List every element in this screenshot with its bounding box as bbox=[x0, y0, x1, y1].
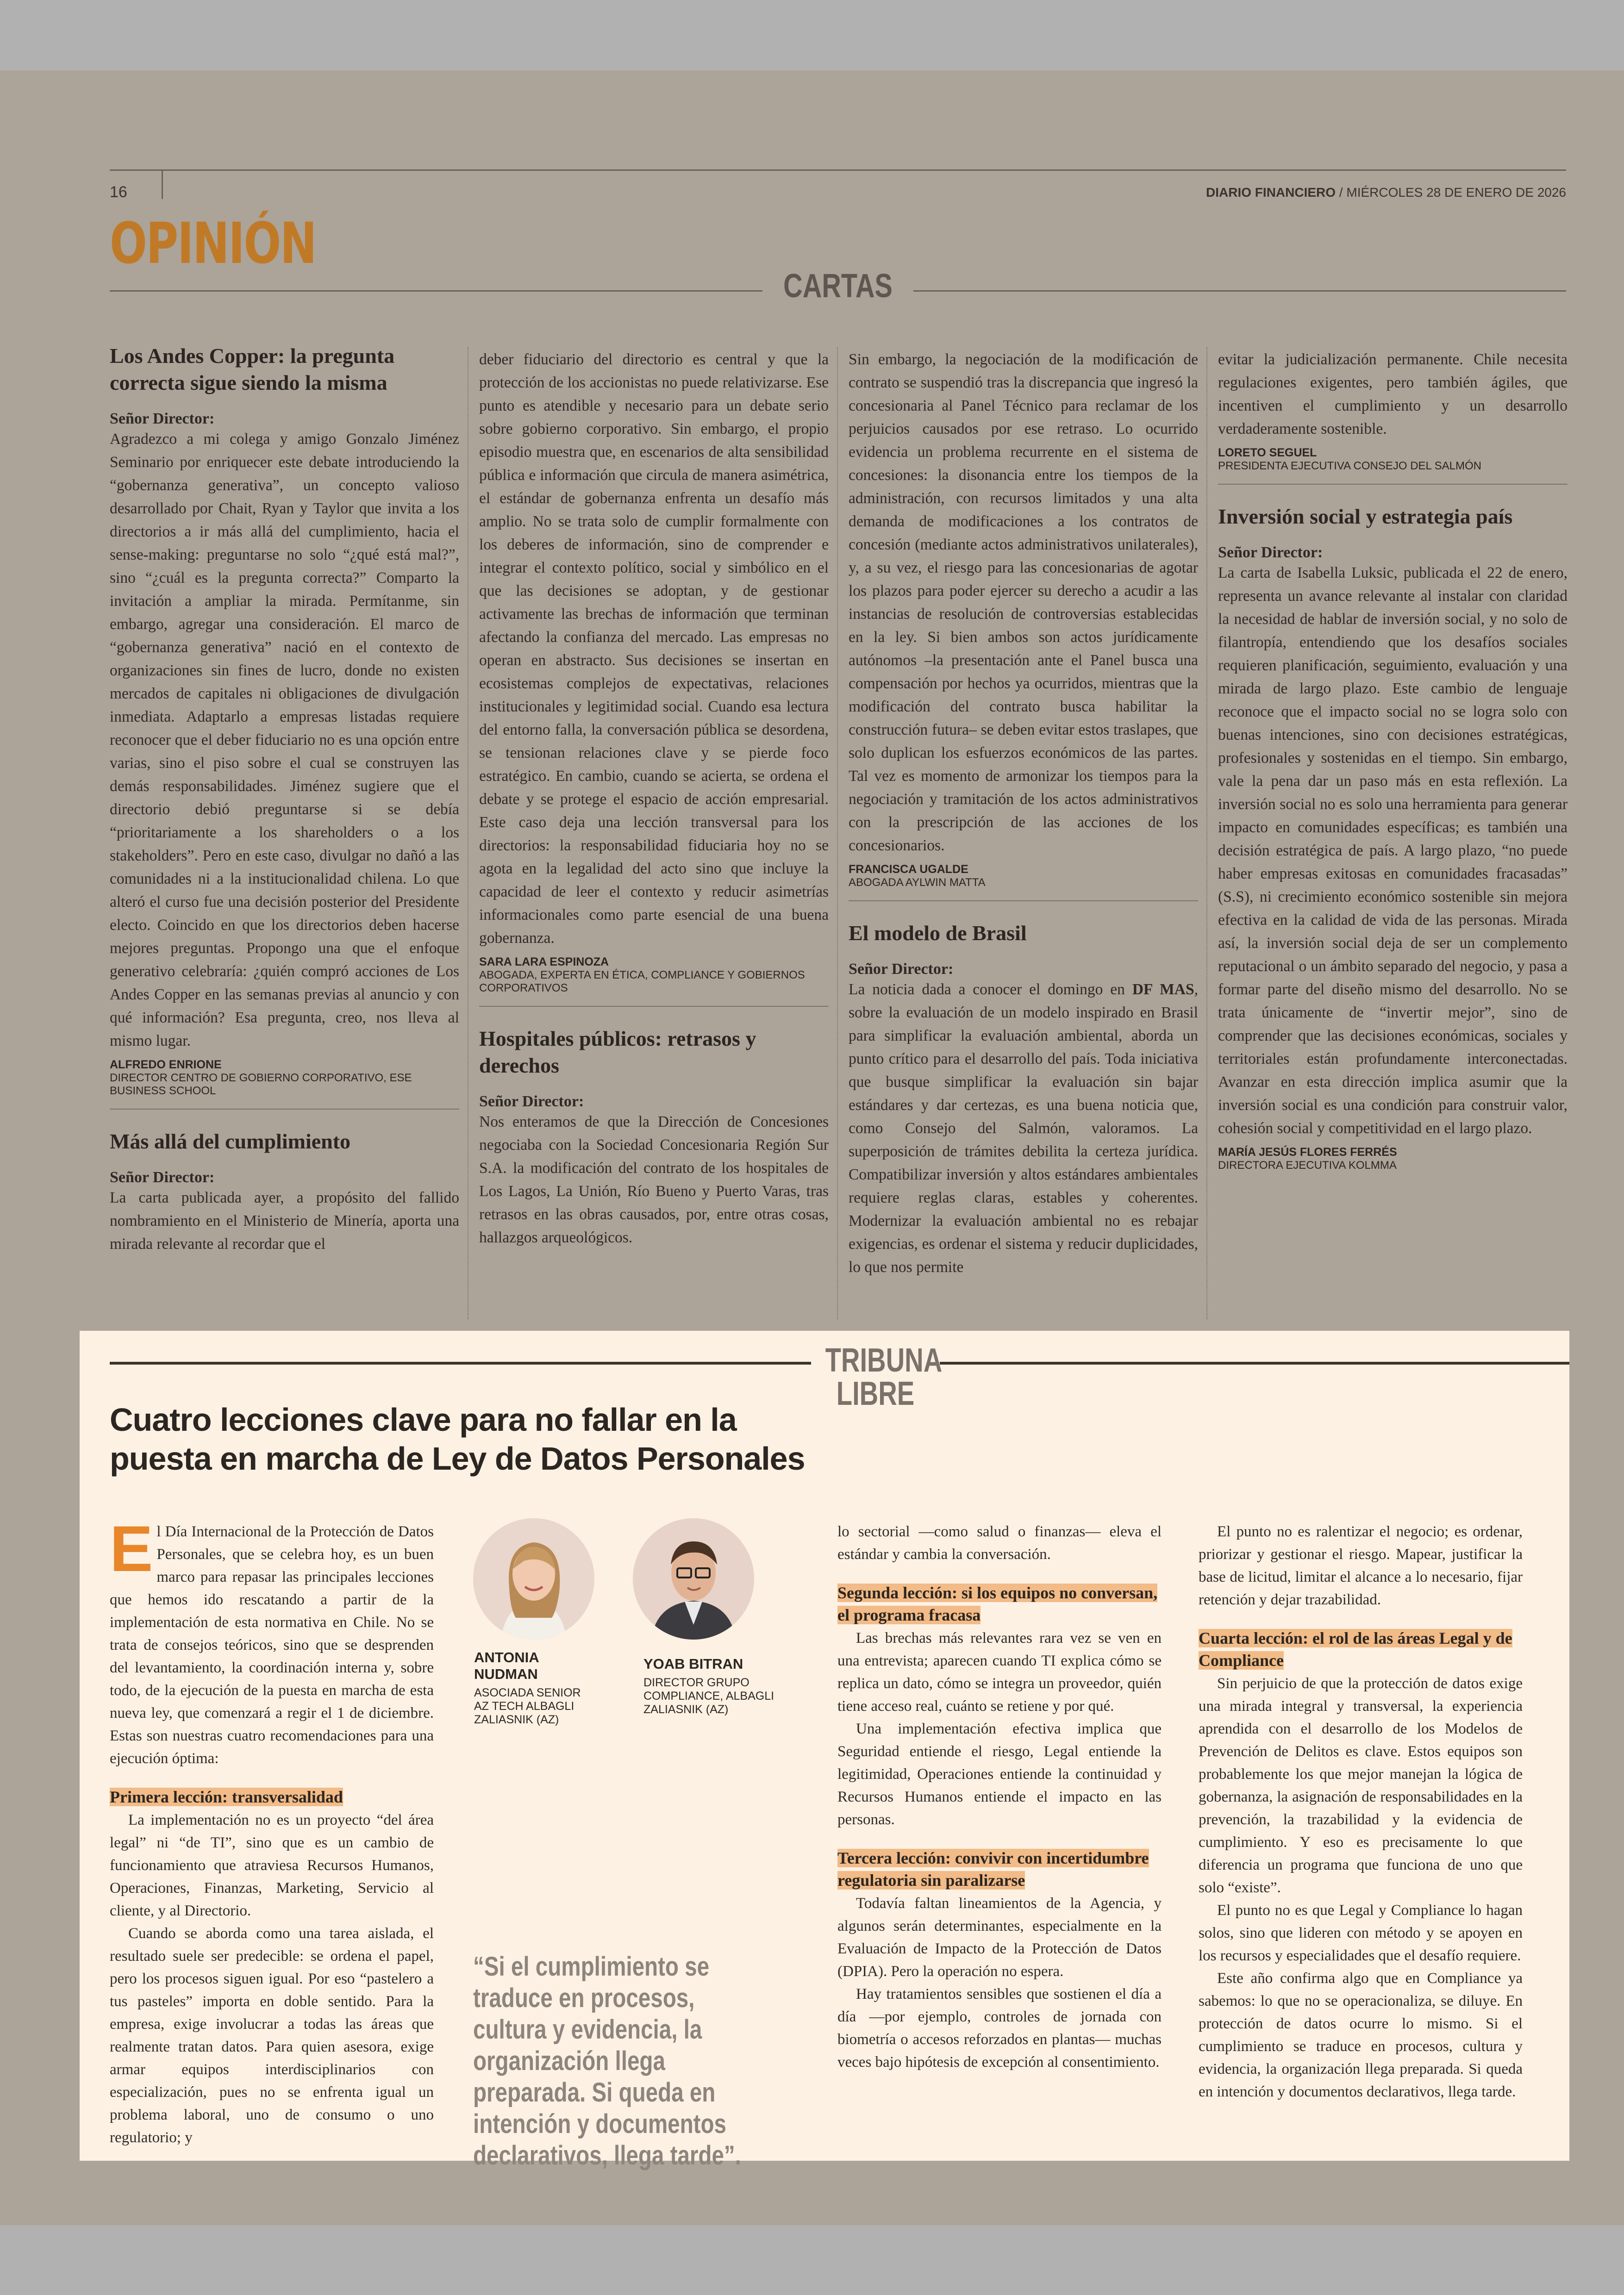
letter-salutation: Señor Director: bbox=[849, 960, 954, 978]
letters-column-3 bbox=[849, 348, 1198, 1279]
letters-column-1 bbox=[110, 343, 459, 1256]
letter-author: FRANCISCA UGALDE bbox=[849, 863, 968, 876]
lesson-heading-text: Primera lección: transversalidad bbox=[110, 1788, 343, 1806]
lesson-heading bbox=[1199, 1627, 1523, 1671]
article-paragraph: Cuando se aborda como una tarea aislada, el resultado suele ser predecible: se ordena el papel, pero los procesos siguen igual. Por eso “pastelero a tus pasteles” importa en doble sentido. Para la empresa, exige involucrar a todas las áreas que realmente tratan datos. Para quien asesora, exige armar equipos interdisciplinarios con especialización, pues no se enfrenta igual un problema laboral, uno de consumo o uno regulatorio; y bbox=[110, 1925, 434, 2146]
letter-body: Nos enteramos de que la Dirección de Concesiones negociaba con la Sociedad Concesionaria Región Sur S.A. la modificación del contrato de los hospitales de Los Lagos, La Unión, Río Bueno y Puerto Varas, tras retrasos en las obras causados, por, entre otras cosas, hallazgos arqueológicos. bbox=[479, 1113, 829, 1246]
letter-divider bbox=[1218, 484, 1568, 485]
author-name bbox=[474, 1649, 539, 1683]
letter-salutation: Señor Director: bbox=[110, 1169, 215, 1186]
article-paragraph: El punto no es que Legal y Compliance lo hagan solos, sino que lideren con método y se apoyen en los recursos y especialidades que el desafío requiere. bbox=[1199, 1902, 1523, 1964]
letter-author-role: ABOGADA, EXPERTA EN ÉTICA, COMPLIANCE Y GOBIERNOS CORPORATIVOS bbox=[479, 969, 805, 994]
author-role-line: ZALIASNIK (AZ) bbox=[643, 1703, 729, 1716]
column-divider bbox=[468, 347, 469, 1319]
letter-title: Más allá del cumplimiento bbox=[110, 1129, 351, 1153]
article-paragraph: Hay tratamientos sensibles que sostienen el día a día —por ejemplo, controles de jornada con biometría o accesos reforzados en plantas— muchas veces bajo hipótesis de excepción al consentimiento. bbox=[837, 1986, 1162, 2070]
letter-author: SARA LARA ESPINOZA bbox=[479, 955, 609, 968]
letter-body-part: , sobre la evaluación de un modelo inspirado en Brasil para simplificar la evaluación ambiental, aborda un punto crítico para el desarrollo del país. Toda iniciativa que busque simplificar la evaluación sin bajar estándares y dar certezas, es una buena noticia que, como Consejo del Salmón, valoramos. La superposición de trámites debilita la certeza jurídica. Compatibilizar inversión y altos estándares ambientales requiere reglas claras, estables y coherentes. Modernizar la evaluación ambiental no es rebajar exigencias, es ordenar el sistema y reducir duplicidades, lo que nos permite bbox=[849, 981, 1198, 1276]
letters-column-2 bbox=[479, 348, 829, 1249]
article-paragraph: Este año confirma algo que en Compliance ya sabemos: lo que no se operacionaliza, se diluye. En protección de datos ocurre lo mismo. Si el cumplimiento se traduce en procesos, cultura y evidencia, la organización llega preparada. Si queda en intención y documentos declarativos, llega tarde. bbox=[1199, 1970, 1523, 2100]
letter-title: Inversión social y estrategia país bbox=[1218, 505, 1513, 528]
page-number: 16 bbox=[110, 183, 127, 201]
letter-author-role: ABOGADA AYLWIN MATTA bbox=[849, 876, 986, 889]
tribuna-label: TRIBUNA LIBRE bbox=[825, 1342, 943, 1412]
letter-divider bbox=[479, 1006, 829, 1007]
letter-body-bold: DF MAS bbox=[1132, 981, 1194, 998]
letter-divider bbox=[110, 1109, 459, 1110]
masthead bbox=[1206, 185, 1566, 200]
page-number-divider bbox=[162, 169, 163, 199]
letter-divider bbox=[849, 900, 1198, 901]
tribuna-libre-box bbox=[80, 1331, 1569, 2170]
letter-body-part: La noticia dada a conocer el domingo en bbox=[849, 981, 1132, 998]
author-role-line: DIRECTOR GRUPO bbox=[643, 1676, 750, 1689]
lesson-heading bbox=[110, 1786, 434, 1808]
lesson-heading bbox=[837, 1847, 1162, 1891]
letter-salutation: Señor Director: bbox=[1218, 544, 1323, 561]
letter-body-continued: deber fiduciario del directorio es central y que la protección de los accionistas no puede relativizarse. Ese punto es atendible y necesario para un debate serio sobre gobierno corporativo. Sin embargo, el propio episodio muestra que, en escenarios de alta sensibilidad pública e información que circula de manera asimétrica, el estándar de gobernanza enfrenta un desafío más amplio. No se trata solo de cumplir formalmente con los deberes de información, sino de comprender e integrar el contexto político, social y simbólico en el que las decisiones se adoptan, y de gestionar activamente las brechas de información que terminan afectando la confianza del mercado. Las empresas no operan en abstracto. Sus decisiones se insertan en ecosistemas complejos de expectativas, relaciones institucionales y legitimidad social. Cuando esa lectura del entorno falla, la conversación pública se desordena, se tensionan relaciones clave y se pierde foco estratégico. En cambio, cuando se acierta, se ordena el debate y se protege el espacio de acción empresarial. Este caso deja una lección transversal para los directorios: la responsabilidad fiduciaria hoy no se agota en la legalidad del acto sino que incluye la capacidad de leer el contexto y reducir asimetrías informacionales como parte esencial de una buena gobernanza. bbox=[479, 351, 829, 947]
tribuna-rule-left bbox=[110, 1362, 811, 1365]
letter-author: MARÍA JESÚS FLORES FERRÉS bbox=[1218, 1146, 1397, 1159]
author-name-line: ANTONIA bbox=[474, 1649, 539, 1665]
author-role-line: COMPLIANCE, ALBAGLI bbox=[643, 1690, 775, 1703]
letter-body bbox=[849, 978, 1198, 1279]
letter-author-role: DIRECTORA EJECUTIVA KOLMMA bbox=[1218, 1159, 1397, 1172]
author-role-line: AZ TECH ALBAGLI bbox=[474, 1700, 575, 1713]
letter-author: ALFREDO ENRIONE bbox=[110, 1058, 222, 1071]
publication-date: / MIÉRCOLES 28 DE ENERO DE 2026 bbox=[1336, 185, 1566, 200]
lesson-heading-text: Segunda lección: si los equipos no conversan, el programa fracasa bbox=[837, 1584, 1158, 1624]
author-name-line: NUDMAN bbox=[474, 1666, 538, 1682]
author-photo-antonia bbox=[473, 1518, 594, 1640]
intro-text: l Día Internacional de la Protección de Datos Personales, que se celebra hoy, es un buen marco para repasar las principales lecciones que hemos ido rescatando a partir de la implementación de esta normativa en Chile. No se trata de consejos teóricos, sino que se desprenden del levantamiento, la coordinación interna y, sobre todo, de la ejecución de la puesta en marcha de esta nueva ley, que comenzará a regir el 1 de diciembre. Estas son nuestras cuatro recomendaciones para una ejecución óptima: bbox=[110, 1523, 434, 1767]
letters-column-4 bbox=[1218, 348, 1568, 1172]
article-paragraph: La implementación no es un proyecto “del área legal” ni “de TI”, sino que es un cambio de funcionamiento que atraviesa Recursos Humanos, Operaciones, Finanzas, Marketing, Servicio al cliente, y al Directorio. bbox=[110, 1812, 434, 1919]
author-name: YOAB BITRAN bbox=[643, 1656, 743, 1672]
letter-author-role: PRESIDENTA EJECUTIVA CONSEJO DEL SALMÓN bbox=[1218, 460, 1482, 472]
letter-author-role: DIRECTOR CENTRO DE GOBIERNO CORPORATIVO, ESE BUSINESS SCHOOL bbox=[110, 1072, 412, 1097]
letter-title: El modelo de Brasil bbox=[849, 921, 1027, 945]
letter-title: Los Andes Copper: la pregunta correcta sigue siendo la misma bbox=[110, 344, 395, 394]
author-role-line: ASOCIADA SENIOR bbox=[474, 1686, 581, 1699]
headline-line: puesta en marcha de Ley de Datos Personales bbox=[110, 1441, 805, 1477]
author-role bbox=[643, 1676, 774, 1716]
article-intro bbox=[110, 1512, 434, 1770]
letter-body-continued: Sin embargo, la negociación de la modificación de contrato se suspendió tras la discrepancia que ingresó la concesionaria al Panel Técnico para reclamar de los perjuicios causados por ese retraso. Lo ocurrido evidencia un problema recurrente en el sistema de concesiones: la disonancia entre los tiempos de la administración, con recursos limitados y una alta demanda de modificaciones a los contratos de concesión (mediante actos administrativos unilaterales), y, a su vez, el riesgo para las concesionarias de agotar los plazos para poder ejercer su derecho a acudir a las instancias de resolución de controversias establecidas en la ley. Si bien ambos son actos jurídicamente autónomos –la presentación ante el Panel busca una compensación por hechos ya ocurridos, mientras que la modificación del contrato busca habilitar la construcción futura– se deben evitar estos traslapes, que solo duplican los esfuerzos económicos de las partes. Tal vez es momento de armonizar los tiempos para la negociación y tramitación de los actos administrativos con la prescripción de las acciones de los concesionarios. bbox=[849, 351, 1198, 854]
author-role bbox=[474, 1686, 581, 1727]
article-paragraph: Todavía faltan lineamientos de la Agencia, y algunos serán determinantes, especialmente en la Evaluación de Impacto de la Protección de Datos (DPIA). Pero la operación no espera. bbox=[837, 1895, 1162, 1980]
cartas-rule-left bbox=[110, 290, 762, 292]
tribuna-rule-right bbox=[940, 1362, 1569, 1365]
letter-title: Hospitales públicos: retrasos y derechos bbox=[479, 1027, 756, 1077]
publication-name: DIARIO FINANCIERO bbox=[1206, 185, 1336, 200]
portrait-icon bbox=[633, 1518, 754, 1640]
letter-salutation: Señor Director: bbox=[110, 410, 215, 427]
article-paragraph: Las brechas más relevantes rara vez se ven en una entrevista; aparecen cuando TI explica cómo se replica un dato, cómo se integra un proveedor, quién tiene acceso real, cuánto se retiene y por qué. bbox=[837, 1630, 1162, 1715]
cartas-rule-right bbox=[913, 290, 1566, 292]
headline-line: Cuatro lecciones clave para no fallar en la bbox=[110, 1402, 737, 1438]
article-column-4 bbox=[1199, 1521, 1523, 2103]
letter-author: LORETO SEGUEL bbox=[1218, 446, 1317, 459]
lesson-heading bbox=[837, 1582, 1162, 1626]
article-column-1 bbox=[110, 1512, 434, 2149]
article-column-3 bbox=[837, 1521, 1162, 2074]
letter-body: Agradezco a mi colega y amigo Gonzalo Jiménez Seminario por enriquecer este debate introduciendo la “gobernanza generativa”, un concepto valioso desarrollado por Chait, Ryan y Taylor que invita a los directorios a ir más allá del cumplimiento, hacia el sense-making: preguntarse no solo “¿qué está mal?”, sino “¿cuál es la pregunta correcta?” Comparto la invitación a ampliar la mirada. Permítanme, sin embargo, agregar una consideración. El marco de “gobernanza generativa” nació en el contexto de organizaciones sin fines de lucro, donde no existen mercados de capitales ni obligaciones de divulgación inmediata. Adaptarlo a empresas listadas requiere reconocer que el deber fiduciario no es una opción entre varias, sino el piso sobre el cual se construyen las demás responsabilidades. Jiménez sugiere que el directorio debió preguntarse si se debía “prioritariamente a los shareholders o a los stakeholders”. Pero en este caso, divulgar no dañó a las comunidades ni a la institucionalidad chilena. Lo que alteró el curso fue una decisión posterior del Presidente electo. Coincido en que los directorios deben hacerse mejores preguntas. Propongo una que el enfoque generativo celebraría: ¿quién compró acciones de Los Andes Copper en las semanas previas al anuncio y con qué información? Esa pregunta, creo, nos lleva al mismo lugar. bbox=[110, 430, 459, 1049]
portrait-icon bbox=[473, 1518, 594, 1640]
letter-body: La carta publicada ayer, a propósito del fallido nombramiento en el Ministerio de Minería, aporta una mirada relevante al recordar que el bbox=[110, 1189, 459, 1253]
column-divider bbox=[1206, 347, 1208, 1319]
article-paragraph: Una implementación efectiva implica que Seguridad entiende el riesgo, Legal entiende la legitimidad, Operaciones entiende la continuidad y Recursos Humanos entiende el impacto en las personas. bbox=[837, 1721, 1162, 1828]
article-paragraph: Sin perjuicio de que la protección de datos exige una mirada integral y transversal, la experiencia aprendida con el desarrollo de los Modelos de Prevención de Delitos es clave. Estos equipos son probablemente los que mejor manejan la lógica de gobernanza, la asignación de responsabilidades en la prevención, la trazabilidad y la evidencia de cumplimiento. Y eso es precisamente lo que diferencia un programa que funciona de uno que solo “existe”. bbox=[1199, 1675, 1523, 1896]
lesson-heading-text: Cuarta lección: el rol de las áreas Legal y de Compliance bbox=[1199, 1629, 1512, 1670]
author-role-line: ZALIASNIK (AZ) bbox=[474, 1713, 559, 1726]
article-paragraph: El punto no es ralentizar el negocio; es ordenar, priorizar y gestionar el riesgo. Mapear, justificar la base de licitud, limitar el alcance a lo necesario, fijar retención y dejar trazabilidad. bbox=[1199, 1523, 1523, 1608]
article-headline bbox=[110, 1400, 1036, 1478]
subsection-title: CARTAS bbox=[783, 268, 893, 305]
letter-body: La carta de Isabella Luksic, publicada el 22 de enero, representa un avance relevante al instalar con claridad la necesidad de hablar de inversión social, y no solo de filantropía, entendiendo que los desafíos sociales requieren planificación, seguimiento, evaluación y una mirada de largo plazo. Este cambio de lenguaje reconoce que el impacto social no se logra solo con buenas intenciones, sino con decisiones estratégicas, profesionales y sostenidas en el tiempo. Sin embargo, vale la pena dar un paso más en esta reflexión. La inversión social no es solo una herramienta para generar impacto en comunidades específicas; es también una decisión estratégica de país. A largo plazo, “no puede haber empresas exitosas en comunidades fracasadas” (S.S), ni crecimiento económico sostenible sin mejora efectiva en la calidad de vida de las personas. Mirada así, la inversión social deja de ser un complemento reputacional o un ámbito separado del negocio, y pasa a formar parte del diseño mismo del desarrollo. No se trata únicamente de “invertir mejor”, sino de comprender que las decisiones económicas, sociales y territoriales están profundamente interconectadas. Avanzar en esta dirección implica asumir que la inversión social es una condición para construir valor, cohesión social y competitividad en el largo plazo. bbox=[1218, 564, 1568, 1137]
header-rule bbox=[110, 169, 1566, 171]
author-photo-yoab bbox=[633, 1518, 754, 1640]
section-title: OPINIÓN bbox=[110, 211, 316, 276]
lesson-heading-text: Tercera lección: convivir con incertidumbre regulatoria sin paralizarse bbox=[837, 1849, 1149, 1890]
column-divider bbox=[837, 347, 839, 1319]
letter-salutation: Señor Director: bbox=[479, 1093, 584, 1110]
pull-quote: “Si el cumplimiento se traduce en procesos, cultura y evidencia, la organización llega preparada. Si queda en intención y documentos declarativos, llega tarde”. bbox=[473, 1952, 741, 2170]
letter-body-continued: evitar la judicialización permanente. Chile necesita regulaciones exigentes, pero también ágiles, que incentiven el cumplimiento y un desarrollo verdaderamente sostenible. bbox=[1218, 351, 1568, 437]
drop-cap: E bbox=[110, 1512, 153, 1585]
article-paragraph: lo sectorial —como salud o finanzas— eleva el estándar y cambia la conversación. bbox=[837, 1523, 1162, 1563]
